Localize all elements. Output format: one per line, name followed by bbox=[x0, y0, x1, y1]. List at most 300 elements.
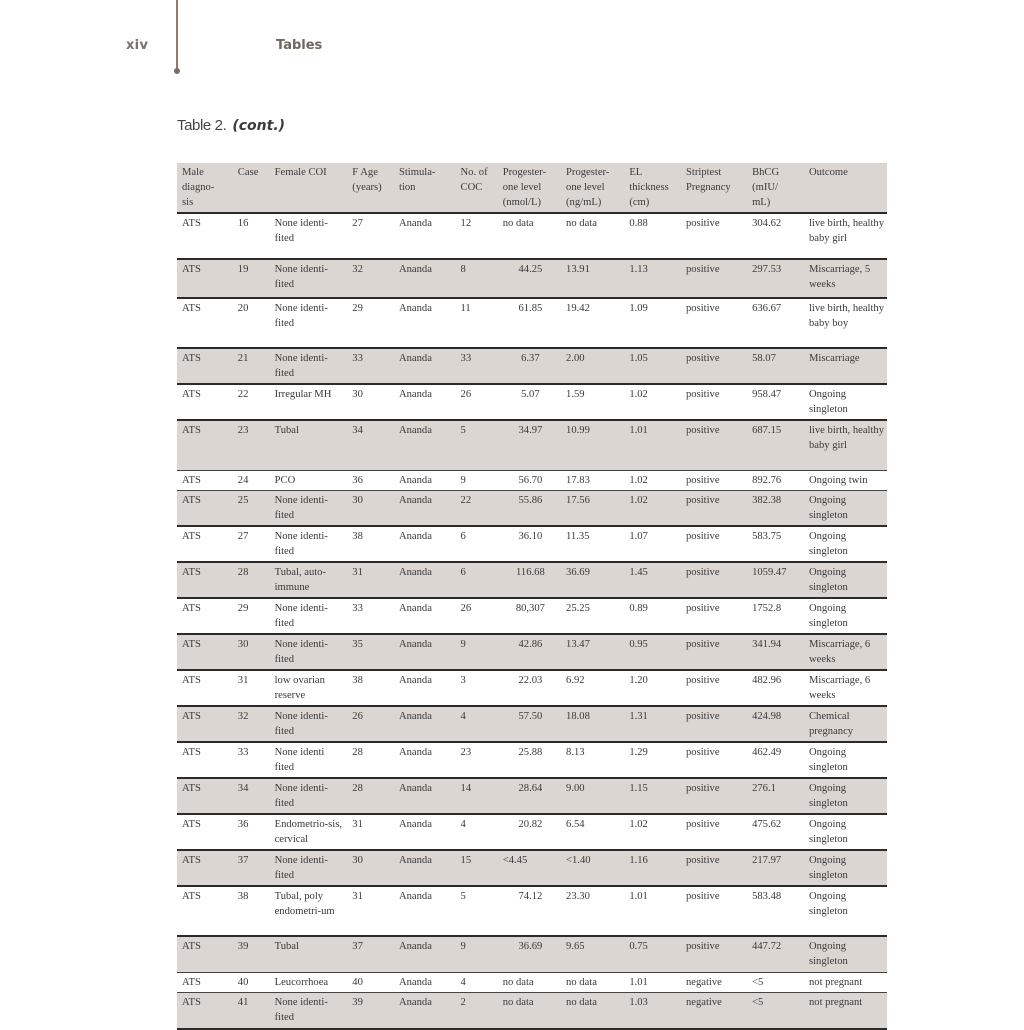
column-header-outcome bbox=[804, 163, 887, 213]
cell-progesterone-nmol: no data bbox=[502, 218, 534, 229]
cell-stimulation: Ananda bbox=[394, 259, 456, 298]
cell-case: 29 bbox=[237, 602, 249, 614]
cell-female-coi: None identi-fited bbox=[270, 993, 348, 1029]
cell-progesterone-ng: 17.56 bbox=[561, 490, 624, 526]
cell-f-age: 37 bbox=[347, 936, 394, 973]
cell-el-thickness: 1.07 bbox=[629, 530, 648, 542]
cell-progesterone-nmol: 56.70 bbox=[518, 474, 543, 486]
column-header-line: (nmol/L) bbox=[502, 197, 541, 208]
cell-progesterone-ng: no data bbox=[566, 977, 597, 988]
column-header-line: Case bbox=[237, 167, 259, 178]
cell-el-thickness: 1.01 bbox=[629, 977, 648, 988]
cell-el-thickness: 1.01 bbox=[629, 890, 648, 902]
cell-outcome: Ongoing singleton bbox=[808, 818, 848, 845]
cell-case: 41 bbox=[233, 993, 270, 1029]
cell-case: 20 bbox=[237, 303, 249, 314]
column-header-line: Female COI bbox=[274, 167, 327, 178]
cell-female-coi: Tubal, auto-immune bbox=[270, 562, 348, 598]
cell-female-coi: None identi-fited bbox=[274, 602, 328, 629]
cell-progesterone-ng: 25.25 bbox=[566, 602, 590, 614]
cell-outcome: Ongoing singleton bbox=[804, 562, 887, 598]
table-row bbox=[177, 562, 887, 598]
cell-female-coi: None identi-fited bbox=[274, 530, 328, 557]
data-table bbox=[177, 163, 887, 1030]
cell-f-age: 40 bbox=[352, 977, 363, 988]
cell-progesterone-nmol: 20.82 bbox=[518, 818, 543, 830]
cell-f-age: 31 bbox=[352, 890, 363, 902]
cell-f-age: 31 bbox=[347, 562, 394, 598]
cell-progesterone-nmol: 80,307 bbox=[515, 602, 545, 614]
column-header-f-age bbox=[347, 163, 394, 213]
cell-progesterone-nmol: 42.86 bbox=[498, 634, 561, 670]
cell-stimulation: Ananda bbox=[398, 890, 432, 902]
cell-bhcg: 447.72 bbox=[747, 936, 804, 973]
cell-progesterone-nmol: 57.50 bbox=[498, 706, 561, 742]
cell-no-of-coc: 26 bbox=[460, 602, 472, 614]
cell-el-thickness: 1.01 bbox=[624, 420, 681, 470]
column-header-line: sis bbox=[182, 197, 194, 208]
cell-progesterone-ng: 10.99 bbox=[561, 420, 624, 470]
column-header-line: Striptest bbox=[685, 167, 722, 178]
cell-stimulation: Ananda bbox=[394, 490, 456, 526]
cell-f-age: 30 bbox=[347, 850, 394, 886]
cell-male-diagnosis: ATS bbox=[182, 218, 201, 229]
cell-male-diagnosis: ATS bbox=[182, 746, 201, 758]
cell-progesterone-nmol: 36.10 bbox=[518, 530, 543, 542]
cell-male-diagnosis: ATS bbox=[182, 674, 201, 686]
cell-female-coi: None identi-fited bbox=[270, 348, 348, 384]
cell-no-of-coc: 3 bbox=[460, 674, 466, 686]
table-caption-label: Table 2. bbox=[177, 117, 227, 134]
cell-outcome: live birth, healthy baby boy bbox=[808, 303, 885, 329]
table-row bbox=[177, 526, 887, 562]
cell-stimulation: Ananda bbox=[398, 818, 432, 830]
cell-case: 36 bbox=[237, 818, 249, 830]
cell-stimulation: Ananda bbox=[398, 218, 432, 229]
cell-bhcg: 475.62 bbox=[752, 818, 782, 830]
cell-el-thickness: 1.05 bbox=[624, 348, 681, 384]
cell-male-diagnosis: ATS bbox=[182, 818, 201, 830]
cell-bhcg: 297.53 bbox=[747, 259, 804, 298]
cell-stimulation: Ananda bbox=[398, 602, 432, 614]
cell-progesterone-ng: 11.35 bbox=[566, 530, 590, 542]
cell-stimulation: Ananda bbox=[398, 977, 432, 988]
cell-f-age: 39 bbox=[347, 993, 394, 1029]
cell-el-thickness: 1.02 bbox=[624, 490, 681, 526]
cell-female-coi: None identi fited bbox=[274, 746, 325, 773]
column-header-line: Pregnancy bbox=[685, 182, 731, 193]
cell-male-diagnosis: ATS bbox=[177, 850, 233, 886]
cell-el-thickness: 0.75 bbox=[624, 936, 681, 973]
cell-bhcg: 217.97 bbox=[747, 850, 804, 886]
column-header-progesterone-ng bbox=[561, 163, 624, 213]
cell-male-diagnosis: ATS bbox=[177, 706, 233, 742]
column-header-el-thickness bbox=[624, 163, 681, 213]
cell-progesterone-ng: 13.91 bbox=[561, 259, 624, 298]
column-header-line: No. of bbox=[460, 167, 488, 178]
cell-no-of-coc: 22 bbox=[456, 490, 498, 526]
cell-progesterone-nmol: no data bbox=[502, 977, 534, 988]
cell-f-age: 33 bbox=[347, 348, 394, 384]
cell-striptest: positive bbox=[685, 218, 720, 229]
cell-stimulation: Ananda bbox=[394, 850, 456, 886]
column-header-line: diagno- bbox=[182, 182, 215, 193]
cell-el-thickness: 1.03 bbox=[624, 993, 681, 1029]
cell-male-diagnosis: ATS bbox=[177, 490, 233, 526]
cell-female-coi: Irregular MH bbox=[274, 389, 332, 400]
cell-striptest: positive bbox=[681, 490, 747, 526]
running-head: Tables bbox=[276, 38, 323, 53]
cell-progesterone-nmol: 55.86 bbox=[498, 490, 561, 526]
cell-striptest: positive bbox=[681, 778, 747, 814]
cell-striptest: positive bbox=[681, 259, 747, 298]
cell-outcome: live birth, healthy baby girl bbox=[808, 218, 885, 244]
cell-el-thickness: 1.45 bbox=[624, 562, 681, 598]
cell-outcome: not pregnant bbox=[808, 977, 863, 988]
column-header-line: thickness bbox=[629, 182, 669, 193]
cell-f-age: 32 bbox=[347, 259, 394, 298]
column-header-line: (years) bbox=[352, 182, 382, 193]
cell-no-of-coc: 6 bbox=[456, 562, 498, 598]
cell-no-of-coc: 4 bbox=[456, 706, 498, 742]
cell-striptest: positive bbox=[681, 348, 747, 384]
cell-stimulation: Ananda bbox=[398, 389, 432, 400]
table-row bbox=[177, 973, 887, 993]
cell-progesterone-ng: <1.40 bbox=[561, 850, 624, 886]
cell-bhcg: 583.75 bbox=[752, 530, 782, 542]
cell-progesterone-ng: 9.65 bbox=[561, 936, 624, 973]
cell-female-coi: Tubal bbox=[270, 936, 348, 973]
table-row bbox=[177, 259, 887, 298]
cell-progesterone-nmol: 22.03 bbox=[518, 674, 543, 686]
cell-bhcg: 958.47 bbox=[752, 389, 782, 400]
cell-bhcg: 1752.8 bbox=[752, 602, 782, 614]
cell-outcome: Ongoing singleton bbox=[804, 850, 887, 886]
cell-outcome: Ongoing singleton bbox=[808, 602, 848, 629]
margin-rule bbox=[176, 0, 178, 70]
cell-bhcg: 58.07 bbox=[747, 348, 804, 384]
cell-male-diagnosis: ATS bbox=[177, 993, 233, 1029]
cell-striptest: positive bbox=[685, 746, 720, 758]
column-header-line: Progester- bbox=[566, 167, 610, 178]
cell-female-coi: Tubal, poly endometri-um bbox=[274, 890, 335, 917]
cell-bhcg: 892.76 bbox=[752, 474, 782, 486]
cell-progesterone-ng: 18.08 bbox=[561, 706, 624, 742]
cell-progesterone-ng: no data bbox=[566, 218, 597, 229]
cell-progesterone-nmol: 28.64 bbox=[498, 778, 561, 814]
column-header-line: one level bbox=[502, 182, 542, 193]
cell-progesterone-nmol: <4.45 bbox=[498, 850, 561, 886]
cell-male-diagnosis: ATS bbox=[182, 389, 201, 400]
cell-female-coi: None identi-fited bbox=[274, 218, 328, 244]
cell-progesterone-ng: 23.30 bbox=[566, 890, 590, 902]
cell-case: 23 bbox=[233, 420, 270, 470]
cell-outcome: Ongoing singleton bbox=[804, 490, 887, 526]
cell-stimulation: Ananda bbox=[398, 303, 432, 314]
cell-bhcg: 462.49 bbox=[752, 746, 782, 758]
cell-bhcg: 304.62 bbox=[752, 218, 782, 229]
table-row bbox=[177, 348, 887, 384]
cell-progesterone-ng: 19.42 bbox=[566, 303, 590, 314]
cell-no-of-coc: 11 bbox=[460, 303, 471, 314]
cell-progesterone-ng: 13.47 bbox=[561, 634, 624, 670]
table-header-row bbox=[177, 163, 887, 213]
cell-progesterone-nmol: 44.25 bbox=[498, 259, 561, 298]
cell-progesterone-nmol: 74.12 bbox=[518, 890, 543, 902]
cell-progesterone-nmol: 116.68 bbox=[498, 562, 561, 598]
cell-female-coi: low ovarian reserve bbox=[274, 674, 325, 701]
cell-stimulation: Ananda bbox=[398, 474, 432, 486]
cell-no-of-coc: 9 bbox=[456, 936, 498, 973]
column-header-line: (mIU/ bbox=[752, 182, 778, 193]
column-header-line: Male bbox=[182, 167, 204, 178]
table-row bbox=[177, 490, 887, 526]
cell-progesterone-ng: 2.00 bbox=[561, 348, 624, 384]
cell-bhcg: 687.15 bbox=[747, 420, 804, 470]
cell-bhcg: <5 bbox=[747, 993, 804, 1029]
table-row bbox=[177, 598, 887, 634]
cell-el-thickness: 1.02 bbox=[629, 474, 648, 486]
cell-el-thickness: 0.95 bbox=[624, 634, 681, 670]
column-header-line: Stimula- bbox=[398, 167, 436, 178]
cell-striptest: positive bbox=[685, 602, 720, 614]
table-row bbox=[177, 814, 887, 850]
cell-striptest: positive bbox=[685, 303, 720, 314]
cell-outcome: Ongoing singleton bbox=[808, 890, 848, 917]
cell-no-of-coc: 14 bbox=[456, 778, 498, 814]
cell-striptest: negative bbox=[681, 993, 747, 1029]
cell-bhcg: 636.67 bbox=[752, 303, 782, 314]
cell-progesterone-nmol: 36.69 bbox=[498, 936, 561, 973]
cell-f-age: 28 bbox=[347, 778, 394, 814]
column-header-line: BhCG bbox=[752, 167, 780, 178]
column-header-line: mL) bbox=[752, 197, 771, 208]
cell-striptest: positive bbox=[685, 530, 720, 542]
cell-case: 37 bbox=[233, 850, 270, 886]
cell-progesterone-nmol: 6.37 bbox=[498, 348, 561, 384]
table-row bbox=[177, 634, 887, 670]
cell-progesterone-ng: 1.59 bbox=[566, 389, 585, 400]
column-header-progesterone-nmol bbox=[498, 163, 561, 213]
cell-male-diagnosis: ATS bbox=[177, 936, 233, 973]
table-caption bbox=[177, 117, 285, 134]
cell-case: 27 bbox=[237, 530, 249, 542]
cell-f-age: 38 bbox=[352, 674, 363, 686]
cell-no-of-coc: 9 bbox=[456, 634, 498, 670]
cell-f-age: 38 bbox=[352, 530, 363, 542]
column-header-bhcg bbox=[747, 163, 804, 213]
table-row bbox=[177, 706, 887, 742]
cell-progesterone-nmol: 61.85 bbox=[518, 303, 543, 314]
cell-f-age: 28 bbox=[352, 746, 363, 758]
cell-stimulation: Ananda bbox=[394, 562, 456, 598]
cell-progesterone-ng: 8.13 bbox=[566, 746, 585, 758]
cell-el-thickness: 1.15 bbox=[624, 778, 681, 814]
cell-no-of-coc: 26 bbox=[460, 389, 472, 400]
cell-female-coi: None identi-fited bbox=[270, 259, 348, 298]
cell-no-of-coc: 33 bbox=[456, 348, 498, 384]
cell-case: 30 bbox=[233, 634, 270, 670]
cell-el-thickness: 1.31 bbox=[624, 706, 681, 742]
cell-outcome: not pregnant bbox=[804, 993, 887, 1029]
cell-case: 19 bbox=[233, 259, 270, 298]
cell-striptest: positive bbox=[685, 818, 720, 830]
table-caption-cont: (cont.) bbox=[232, 118, 286, 134]
table-row bbox=[177, 993, 887, 1029]
cell-el-thickness: 0.88 bbox=[629, 218, 648, 229]
cell-progesterone-nmol: 25.88 bbox=[518, 746, 543, 758]
column-header-line: EL bbox=[629, 167, 643, 178]
cell-striptest: positive bbox=[681, 562, 747, 598]
column-header-line: Outcome bbox=[808, 167, 848, 178]
cell-no-of-coc: 5 bbox=[460, 890, 466, 902]
column-header-line: F Age bbox=[352, 167, 378, 178]
cell-outcome: Ongoing singleton bbox=[808, 389, 848, 415]
cell-bhcg: <5 bbox=[752, 977, 764, 988]
cell-f-age: 36 bbox=[352, 474, 363, 486]
cell-case: 22 bbox=[237, 389, 249, 400]
cell-case: 40 bbox=[237, 977, 249, 988]
cell-progesterone-nmol: no data bbox=[498, 993, 561, 1029]
column-header-stimulation bbox=[394, 163, 456, 213]
cell-outcome: Chemical pregnancy bbox=[804, 706, 887, 742]
cell-bhcg: 424.98 bbox=[747, 706, 804, 742]
cell-female-coi: Leucorrhoea bbox=[274, 977, 329, 988]
cell-male-diagnosis: ATS bbox=[177, 420, 233, 470]
cell-striptest: negative bbox=[685, 977, 722, 988]
cell-el-thickness: 1.02 bbox=[629, 818, 648, 830]
cell-f-age: 34 bbox=[347, 420, 394, 470]
cell-f-age: 30 bbox=[347, 490, 394, 526]
cell-el-thickness: 1.20 bbox=[629, 674, 648, 686]
column-header-line: (ng/mL) bbox=[566, 197, 602, 208]
cell-striptest: positive bbox=[685, 674, 720, 686]
cell-striptest: positive bbox=[681, 850, 747, 886]
cell-female-coi: None identi-fited bbox=[270, 706, 348, 742]
cell-outcome: Ongoing singleton bbox=[808, 746, 848, 773]
cell-stimulation: Ananda bbox=[394, 348, 456, 384]
cell-no-of-coc: 4 bbox=[460, 977, 466, 988]
cell-female-coi: None identi-fited bbox=[270, 778, 348, 814]
cell-female-coi: Tubal bbox=[270, 420, 348, 470]
cell-f-age: 26 bbox=[347, 706, 394, 742]
cell-female-coi: None identi-fited bbox=[270, 490, 348, 526]
cell-no-of-coc: 9 bbox=[460, 474, 466, 486]
cell-male-diagnosis: ATS bbox=[182, 890, 201, 902]
cell-female-coi: Endometrio-sis, cervical bbox=[274, 818, 342, 845]
cell-case: 28 bbox=[233, 562, 270, 598]
cell-stimulation: Ananda bbox=[394, 706, 456, 742]
cell-no-of-coc: 4 bbox=[460, 818, 466, 830]
column-header-case bbox=[233, 163, 270, 213]
cell-male-diagnosis: ATS bbox=[182, 303, 201, 314]
cell-male-diagnosis: ATS bbox=[177, 778, 233, 814]
cell-el-thickness: 1.29 bbox=[629, 746, 648, 758]
cell-el-thickness: 0.89 bbox=[629, 602, 648, 614]
cell-case: 33 bbox=[237, 746, 249, 758]
cell-striptest: positive bbox=[681, 634, 747, 670]
cell-case: 16 bbox=[237, 218, 249, 229]
cell-striptest: positive bbox=[681, 706, 747, 742]
column-header-line: (cm) bbox=[629, 197, 650, 208]
cell-el-thickness: 1.09 bbox=[629, 303, 648, 314]
table-row bbox=[177, 936, 887, 973]
cell-striptest: positive bbox=[681, 936, 747, 973]
cell-progesterone-ng: no data bbox=[561, 993, 624, 1029]
cell-stimulation: Ananda bbox=[394, 936, 456, 973]
table-row bbox=[177, 213, 887, 259]
cell-f-age: 35 bbox=[347, 634, 394, 670]
cell-no-of-coc: 15 bbox=[456, 850, 498, 886]
cell-progesterone-ng: 17.83 bbox=[566, 474, 590, 486]
margin-rule-dot bbox=[174, 68, 180, 74]
cell-outcome: Miscarriage bbox=[804, 348, 887, 384]
cell-stimulation: Ananda bbox=[398, 530, 432, 542]
cell-no-of-coc: 8 bbox=[456, 259, 498, 298]
cell-striptest: positive bbox=[681, 420, 747, 470]
cell-stimulation: Ananda bbox=[398, 674, 432, 686]
cell-case: 38 bbox=[237, 890, 249, 902]
cell-no-of-coc: 23 bbox=[460, 746, 472, 758]
table-row bbox=[177, 886, 887, 936]
cell-male-diagnosis: ATS bbox=[177, 259, 233, 298]
cell-bhcg: 341.94 bbox=[747, 634, 804, 670]
cell-female-coi: None identi-fited bbox=[274, 303, 328, 329]
page-number: xiv bbox=[126, 38, 149, 53]
cell-case: 39 bbox=[233, 936, 270, 973]
cell-progesterone-ng: 6.54 bbox=[566, 818, 585, 830]
cell-stimulation: Ananda bbox=[398, 746, 432, 758]
cell-male-diagnosis: ATS bbox=[177, 562, 233, 598]
cell-progesterone-ng: 36.69 bbox=[561, 562, 624, 598]
cell-f-age: 31 bbox=[352, 818, 363, 830]
column-header-line: Progester- bbox=[502, 167, 547, 178]
cell-female-coi: None identi-fited bbox=[270, 850, 348, 886]
cell-case: 24 bbox=[237, 474, 249, 486]
cell-el-thickness: 1.13 bbox=[624, 259, 681, 298]
cell-female-coi: PCO bbox=[274, 474, 296, 486]
cell-el-thickness: 1.16 bbox=[624, 850, 681, 886]
cell-stimulation: Ananda bbox=[394, 778, 456, 814]
table-row bbox=[177, 384, 887, 420]
cell-no-of-coc: 2 bbox=[456, 993, 498, 1029]
cell-bhcg: 382.38 bbox=[747, 490, 804, 526]
cell-case: 21 bbox=[233, 348, 270, 384]
cell-outcome: Miscarriage, 5 weeks bbox=[804, 259, 887, 298]
cell-progesterone-ng: 6.92 bbox=[566, 674, 585, 686]
cell-outcome: Ongoing singleton bbox=[804, 936, 887, 973]
cell-outcome: live birth, healthy baby girl bbox=[804, 420, 887, 470]
table-row bbox=[177, 298, 887, 348]
cell-bhcg: 1059.47 bbox=[747, 562, 804, 598]
cell-progesterone-nmol: 34.97 bbox=[498, 420, 561, 470]
cell-male-diagnosis: ATS bbox=[177, 348, 233, 384]
cell-striptest: positive bbox=[685, 474, 720, 486]
cell-male-diagnosis: ATS bbox=[177, 634, 233, 670]
column-header-male-diagnosis bbox=[177, 163, 233, 213]
cell-no-of-coc: 12 bbox=[460, 218, 472, 229]
cell-outcome: Ongoing singleton bbox=[804, 778, 887, 814]
table-row bbox=[177, 850, 887, 886]
cell-case: 25 bbox=[233, 490, 270, 526]
cell-progesterone-nmol: 5.07 bbox=[521, 389, 540, 400]
cell-striptest: positive bbox=[685, 389, 720, 400]
cell-striptest: positive bbox=[685, 890, 720, 902]
cell-outcome: Ongoing singleton bbox=[808, 530, 848, 557]
cell-case: 32 bbox=[233, 706, 270, 742]
cell-male-diagnosis: ATS bbox=[182, 977, 201, 988]
table-row bbox=[177, 420, 887, 470]
